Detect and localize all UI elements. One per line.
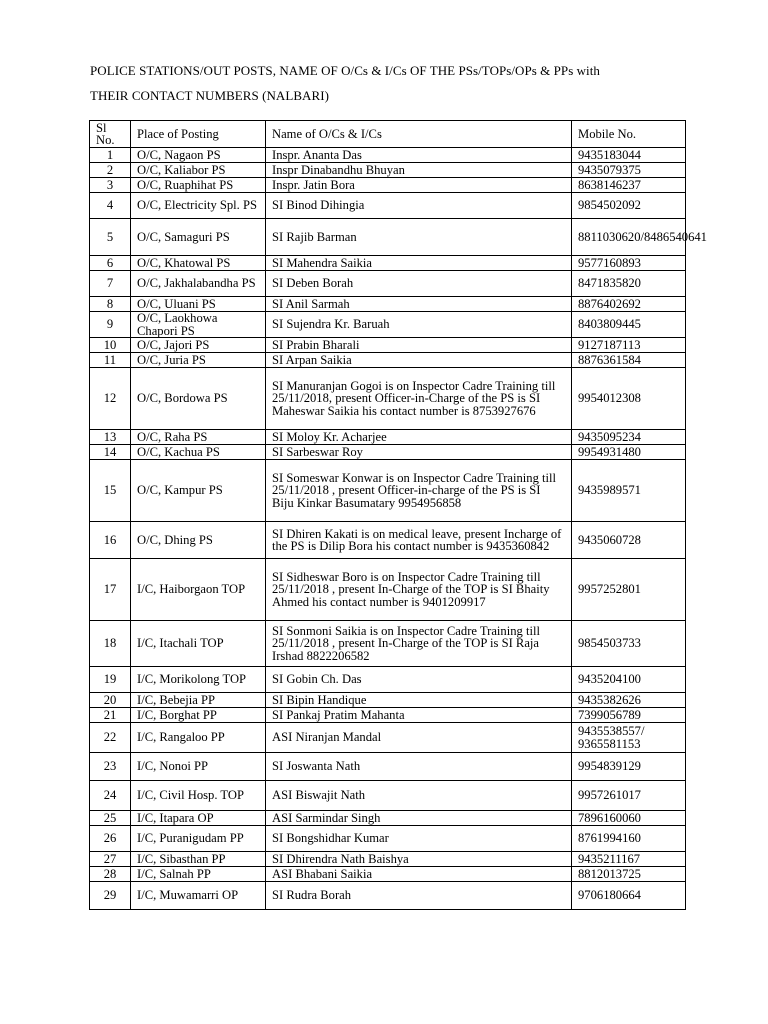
- cell-mobile: 7399056789: [572, 708, 686, 723]
- police-stations-table: [89, 120, 707, 910]
- cell-mobile: 9127187113: [572, 338, 686, 353]
- cell-sl-no: 14: [90, 445, 131, 460]
- cell-place: O/C, Uluani PS: [131, 297, 266, 312]
- cell-mobile: 9435382626: [572, 693, 686, 708]
- cell-name: SI Sidheswar Boro is on Inspector Cadre Training till 25/11/2018 , present In-Charge of the TOP is SI Bhaity Ahmed his contact number is 9401209917: [266, 559, 572, 621]
- cell-name: SI Dhirendra Nath Baishya: [266, 852, 572, 867]
- cell-name: SI Rudra Borah: [266, 882, 572, 910]
- cell-mobile: 9706180664: [572, 882, 686, 910]
- cell-place: O/C, Kampur PS: [131, 460, 266, 522]
- table-row: [90, 256, 686, 271]
- cell-sl-no: 23: [90, 753, 131, 781]
- table-row: [90, 353, 686, 368]
- cell-sl-no: 8: [90, 297, 131, 312]
- cell-name: SI Anil Sarmah: [266, 297, 572, 312]
- cell-place: O/C, Electricity Spl. PS: [131, 193, 266, 219]
- cell-sl-no: 27: [90, 852, 131, 867]
- cell-sl-no: 22: [90, 723, 131, 753]
- cell-sl-no: 16: [90, 522, 131, 559]
- cell-place: O/C, Jakhalabandha PS: [131, 271, 266, 297]
- table-row: [90, 312, 686, 338]
- cell-mobile: 8638146237: [572, 178, 686, 193]
- table-row: [90, 867, 686, 882]
- cell-name: Inspr Dinabandhu Bhuyan: [266, 163, 572, 178]
- cell-place: I/C, Bebejia PP: [131, 693, 266, 708]
- cell-name: SI Moloy Kr. Acharjee: [266, 430, 572, 445]
- cell-mobile: 8471835820: [572, 271, 686, 297]
- table-row: [90, 667, 686, 693]
- cell-place: I/C, Morikolong TOP: [131, 667, 266, 693]
- cell-place: O/C, Bordowa PS: [131, 368, 266, 430]
- cell-name: SI Gobin Ch. Das: [266, 667, 572, 693]
- cell-sl-no: 20: [90, 693, 131, 708]
- cell-name: SI Sujendra Kr. Baruah: [266, 312, 572, 338]
- cell-name: SI Arpan Saikia: [266, 353, 572, 368]
- table-row: [90, 708, 686, 723]
- cell-name: ASI Sarmindar Singh: [266, 811, 572, 826]
- cell-place: I/C, Itachali TOP: [131, 621, 266, 667]
- cell-mobile: 9435060728: [572, 522, 686, 559]
- cell-mobile: 9854503733: [572, 621, 686, 667]
- header-mobile: Mobile No.: [572, 121, 686, 148]
- table-row: [90, 460, 686, 522]
- table-row: [90, 445, 686, 460]
- cell-sl-no: 9: [90, 312, 131, 338]
- cell-place: I/C, Civil Hosp. TOP: [131, 781, 266, 811]
- cell-mobile: 9854502092: [572, 193, 686, 219]
- cell-sl-no: 3: [90, 178, 131, 193]
- table-row: [90, 297, 686, 312]
- cell-mobile: 9435989571: [572, 460, 686, 522]
- cell-sl-no: 19: [90, 667, 131, 693]
- cell-mobile: 8812013725: [572, 867, 686, 882]
- cell-name: SI Sonmoni Saikia is on Inspector Cadre Training till 25/11/2018 , present In-Charge of the TOP is SI Raja Irshad 8822206582: [266, 621, 572, 667]
- table-row: [90, 368, 686, 430]
- cell-mobile: 9954839129: [572, 753, 686, 781]
- cell-name: ASI Bhabani Saikia: [266, 867, 572, 882]
- cell-place: I/C, Borghat PP: [131, 708, 266, 723]
- table-header-row: [90, 121, 686, 148]
- cell-place: O/C, Khatowal PS: [131, 256, 266, 271]
- cell-mobile: 9954012308: [572, 368, 686, 430]
- cell-mobile: 9577160893: [572, 256, 686, 271]
- cell-mobile: 9435204100: [572, 667, 686, 693]
- cell-name: SI Bipin Handique: [266, 693, 572, 708]
- cell-name: SI Mahendra Saikia: [266, 256, 572, 271]
- cell-place: O/C, Samaguri PS: [131, 219, 266, 256]
- table-row: [90, 852, 686, 867]
- cell-sl-no: 1: [90, 148, 131, 163]
- cell-name: Inspr. Ananta Das: [266, 148, 572, 163]
- cell-place: I/C, Haiborgaon TOP: [131, 559, 266, 621]
- cell-mobile: 7896160060: [572, 811, 686, 826]
- cell-mobile: 8403809445: [572, 312, 686, 338]
- cell-sl-no: 25: [90, 811, 131, 826]
- cell-place: O/C, Juria PS: [131, 353, 266, 368]
- cell-sl-no: 6: [90, 256, 131, 271]
- cell-sl-no: 24: [90, 781, 131, 811]
- cell-name: SI Pankaj Pratim Mahanta: [266, 708, 572, 723]
- cell-place: O/C, Laokhowa Chapori PS: [131, 312, 266, 338]
- cell-name: SI Deben Borah: [266, 271, 572, 297]
- cell-mobile: 8811030620/8486540641: [572, 219, 686, 256]
- cell-sl-no: 2: [90, 163, 131, 178]
- cell-mobile: 9435211167: [572, 852, 686, 867]
- table-row: [90, 621, 686, 667]
- cell-place: I/C, Nonoi PP: [131, 753, 266, 781]
- table-row: [90, 723, 686, 753]
- cell-place: O/C, Jajori PS: [131, 338, 266, 353]
- cell-place: I/C, Itapara OP: [131, 811, 266, 826]
- cell-sl-no: 4: [90, 193, 131, 219]
- cell-sl-no: 17: [90, 559, 131, 621]
- header-sl-no: Sl No.: [90, 121, 131, 148]
- table-row: [90, 271, 686, 297]
- cell-mobile: 9435538557/ 9365581153: [572, 723, 686, 753]
- cell-sl-no: 28: [90, 867, 131, 882]
- table-row: [90, 148, 686, 163]
- cell-mobile: 9954931480: [572, 445, 686, 460]
- cell-sl-no: 12: [90, 368, 131, 430]
- table-row: [90, 522, 686, 559]
- cell-sl-no: 10: [90, 338, 131, 353]
- table-row: [90, 753, 686, 781]
- cell-name: ASI Niranjan Mandal: [266, 723, 572, 753]
- cell-sl-no: 7: [90, 271, 131, 297]
- cell-place: O/C, Nagaon PS: [131, 148, 266, 163]
- cell-mobile: 8876361584: [572, 353, 686, 368]
- cell-name: ASI Biswajit Nath: [266, 781, 572, 811]
- cell-name: SI Bongshidhar Kumar: [266, 826, 572, 852]
- cell-name: SI Prabin Bharali: [266, 338, 572, 353]
- cell-mobile: 9435079375: [572, 163, 686, 178]
- table-row: [90, 178, 686, 193]
- table-row: [90, 826, 686, 852]
- cell-mobile: 8761994160: [572, 826, 686, 852]
- cell-name: Inspr. Jatin Bora: [266, 178, 572, 193]
- cell-place: I/C, Sibasthan PP: [131, 852, 266, 867]
- table-row: [90, 811, 686, 826]
- title-line-1: POLICE STATIONS/OUT POSTS, NAME OF O/Cs & I/Cs OF THE PSs/TOPs/OPs & PPs with: [90, 63, 600, 78]
- header-place: Place of Posting: [131, 121, 266, 148]
- cell-name: SI Joswanta Nath: [266, 753, 572, 781]
- cell-place: I/C, Rangaloo PP: [131, 723, 266, 753]
- table-row: [90, 882, 686, 910]
- cell-sl-no: 15: [90, 460, 131, 522]
- table-row: [90, 193, 686, 219]
- cell-sl-no: 5: [90, 219, 131, 256]
- table-row: [90, 430, 686, 445]
- table-row: [90, 163, 686, 178]
- cell-place: O/C, Dhing PS: [131, 522, 266, 559]
- cell-sl-no: 11: [90, 353, 131, 368]
- cell-place: O/C, Kachua PS: [131, 445, 266, 460]
- title-line-2: THEIR CONTACT NUMBERS (NALBARI): [90, 87, 329, 103]
- document-title: [90, 59, 720, 108]
- cell-sl-no: 13: [90, 430, 131, 445]
- cell-sl-no: 26: [90, 826, 131, 852]
- cell-place: O/C, Kaliabor PS: [131, 163, 266, 178]
- cell-place: O/C, Raha PS: [131, 430, 266, 445]
- cell-sl-no: 21: [90, 708, 131, 723]
- table-row: [90, 219, 686, 256]
- cell-name: SI Manuranjan Gogoi is on Inspector Cadre Training till 25/11/2018, present Officer-in-Charge of the PS is SI Maheswar Saikia his contact number is 8753927676: [266, 368, 572, 430]
- header-name: Name of O/Cs & I/Cs: [266, 121, 572, 148]
- cell-mobile: 8876402692: [572, 297, 686, 312]
- cell-sl-no: 29: [90, 882, 131, 910]
- cell-sl-no: 18: [90, 621, 131, 667]
- cell-name: SI Dhiren Kakati is on medical leave, present Incharge of the PS is Dilip Bora his contact number is 9435360842: [266, 522, 572, 559]
- cell-name: SI Sarbeswar Roy: [266, 445, 572, 460]
- table-row: [90, 693, 686, 708]
- cell-mobile: 9435183044: [572, 148, 686, 163]
- table-row: [90, 781, 686, 811]
- cell-name: SI Someswar Konwar is on Inspector Cadre Training till 25/11/2018 , present Officer-in-charge of the PS is SI Biju Kinkar Basumatary 9954956858: [266, 460, 572, 522]
- cell-name: SI Rajib Barman: [266, 219, 572, 256]
- table-row: [90, 559, 686, 621]
- cell-name: SI Binod Dihingia: [266, 193, 572, 219]
- cell-mobile: 9957261017: [572, 781, 686, 811]
- cell-place: I/C, Muwamarri OP: [131, 882, 266, 910]
- table-row: [90, 338, 686, 353]
- cell-mobile: 9957252801: [572, 559, 686, 621]
- cell-place: O/C, Ruaphihat PS: [131, 178, 266, 193]
- cell-place: I/C, Puranigudam PP: [131, 826, 266, 852]
- cell-mobile: 9435095234: [572, 430, 686, 445]
- cell-place: I/C, Salnah PP: [131, 867, 266, 882]
